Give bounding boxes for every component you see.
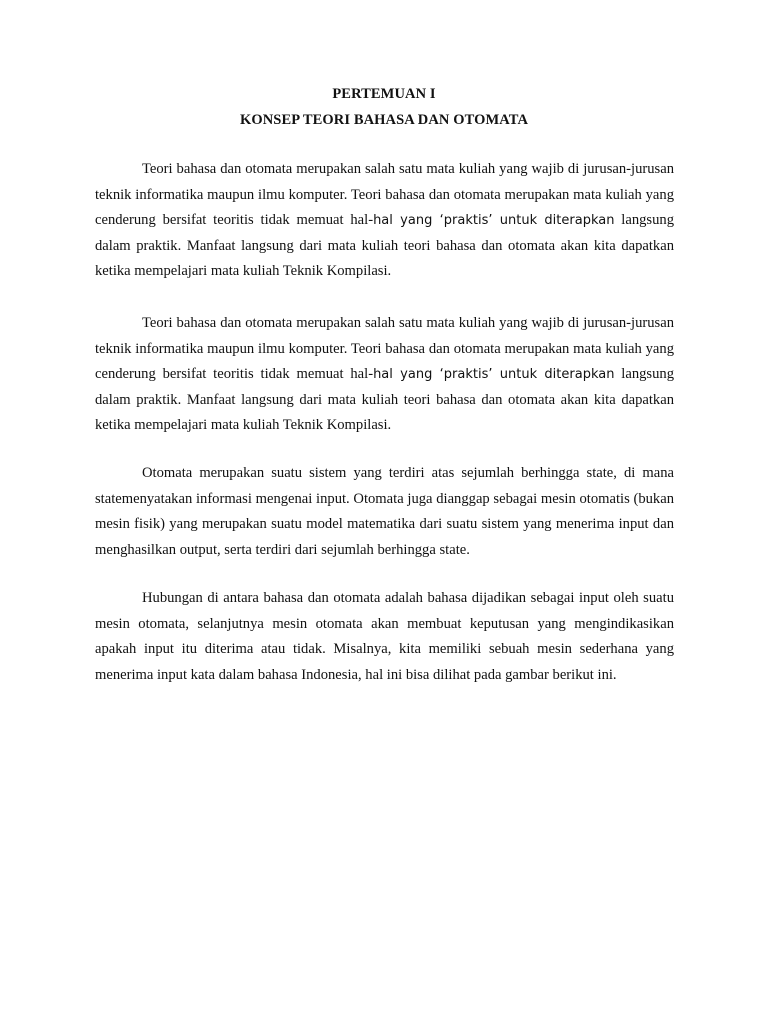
chapter-heading: PERTEMUAN I [332,86,436,102]
paragraph-1-text-sans: hal yang ‘praktis’ untuk diterapkan [373,213,615,228]
paragraph-2 [95,311,674,439]
paragraph-1-text-start: Teori bahasa dan otomata merupakan salah satu mata kuliah yang wajib di jurusan-jurusan teknik informatika maupun ilmu komputer. Teori bahasa dan otomata merupakan mata kuliah yang cenderung bersifat teoritis tidak memuat hal- [95,161,674,228]
chapter-title: KONSEP TEORI BAHASA DAN OTOMATA [239,112,529,128]
paragraph-2-text-sans: hal yang ‘praktis’ untuk diterapkan [373,367,615,382]
paragraph-2-text-end: langsung dalam praktik. Manfaat langsung dari mata kuliah teori bahasa dan otomata akan kita dapatkan ketika mempelajari mata kuliah Teknik Kompilasi. [95,366,674,433]
paragraph-2-text-start: Teori bahasa dan otomata merupakan salah satu mata kuliah yang wajib di jurusan-jurusan teknik informatika maupun ilmu komputer. Teori bahasa dan otomata merupakan mata kuliah yang cenderung bersifat teoritis tidak memuat hal- [95,315,674,382]
paragraph-1-text-end: langsung dalam praktik. Manfaat langsung dari mata kuliah teori bahasa dan otomata akan kita dapatkan ketika mempelajari mata kuliah Teknik Kompilasi. [95,212,674,279]
paragraph-3: Otomata merupakan suatu sistem yang terdiri atas sejumlah berhingga state, di mana statemenyatakan informasi mengenai input. Otomata juga dianggap sebagai mesin otomatis (bukan mesin fisik) yang merupakan suatu model matematika dari suatu sistem yang menerima input dan menghasilkan output, serta terdiri dari sejumlah berhingga state. [95,465,674,558]
paragraph-4: Hubungan di antara bahasa dan otomata adalah bahasa dijadikan sebagai input oleh suatu mesin otomata, selanjutnya mesin otomata akan membuat keputusan yang mengindikasikan apakah input itu diterima atau tidak. Misalnya, kita memiliki sebuah mesin sederhana yang menerima input kata dalam bahasa Indonesia, hal ini bisa dilihat pada gambar berikut ini. [95,590,674,683]
paragraph-1 [95,157,674,285]
